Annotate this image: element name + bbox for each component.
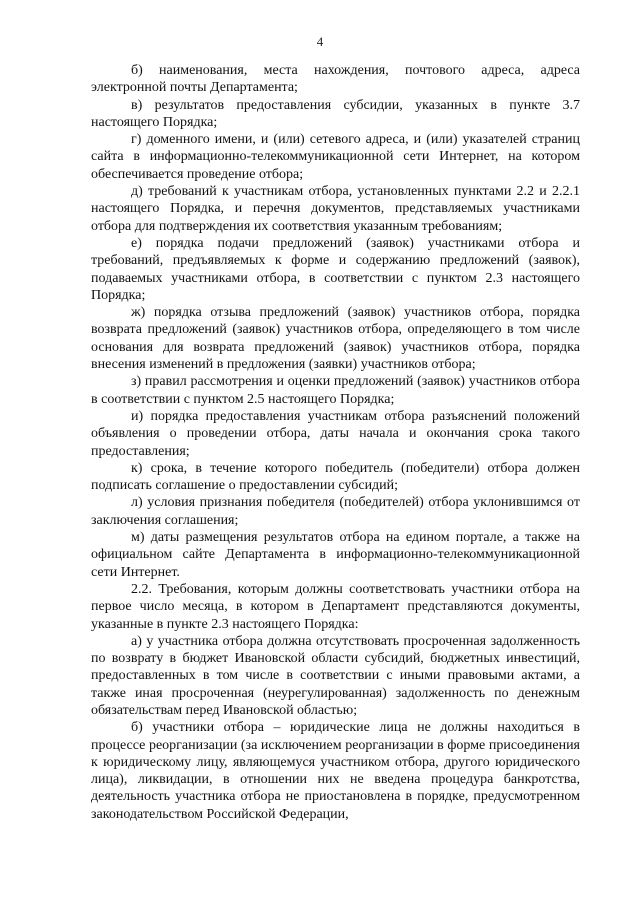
paragraph-a-debt: а) у участника отбора должна отсутствовать просроченная задолженность по возврату в бюджет Ивановской области субсидий, бюджетных инвестиций, предоставленных в том числе в соответствии с иными правовыми актами, а также иная просроченная (неурегулированная) задолженность по денежным обязательствам перед Ивановской областью;: [91, 633, 580, 718]
paragraph-e-submission: е) порядка подачи предложений (заявок) участниками отбора и требований, предъявляемых к форме и содержанию предложений (заявок), подаваемых участниками отбора, в соответствии с пунктом 2.3 настоящего Порядка;: [91, 235, 580, 303]
paragraph-d-requirements: д) требований к участникам отбора, установленных пунктами 2.2 и 2.2.1 настоящего Порядка, и перечня документов, представляемых участниками отбора для подтверждения их соответствия указанным требованиям;: [91, 184, 580, 234]
page-body: [91, 62, 580, 823]
paragraph-b-reorganization: б) участники отбора – юридические лица не должны находиться в процессе реорганизации (за исключением реорганизации в форме присоединения к юридическому лицу, являющемуся участником отбора, другого юридического лица), ликвидации, в отношении них не введена процедура банкротства, деятельность участника отбора не приостановлена в порядке, предусмотренном законодательством Российской Федерации,: [91, 720, 580, 822]
paragraph-2-2-requirements: 2.2. Требования, которым должны соответствовать участники отбора на первое число месяца, в котором в Департамент представляются документы, указанные в пункте 2.3 настоящего Порядка:: [91, 581, 580, 632]
paragraph-k-deadline: к) срока, в течение которого победитель (победители) отбора должен подписать соглашение о предоставлении субсидий;: [91, 460, 580, 494]
paragraph-l-evasion: л) условия признания победителя (победителей) отбора уклонившимся от заключения соглашения;: [91, 495, 580, 528]
paragraph-zh-withdrawal: ж) порядка отзыва предложений (заявок) участников отбора, порядка возврата предложений (заявок) участников отбора, определяющего в том числе основания для возврата предложений (заявок) участников отбора, порядка внесения изменений в предложения (заявки) участников отбора;: [91, 305, 580, 373]
page-number: 4: [316, 34, 324, 49]
paragraph-v-results: в) результатов предоставления субсидии, указанных в пункте 3.7 настоящего Порядка;: [91, 97, 580, 130]
paragraph-z-evaluation: з) правил рассмотрения и оценки предложений (заявок) участников отбора в соответствии с пунктом 2.5 настоящего Порядка;: [91, 374, 580, 407]
paragraph-b-notice: б) наименования, места нахождения, почтового адреса, адреса электронной почты Департамента;: [91, 63, 580, 96]
paragraph-g-domain: г) доменного имени, и (или) сетевого адреса, и (или) указателей страниц сайта в информационно-телекоммуникационной сети Интернет, на котором обеспечивается проведение отбора;: [91, 132, 580, 182]
paragraph-m-publication: м) даты размещения результатов отбора на едином портале, а также на официальном сайте Департамента в информационно-телекоммуникационной сети Интернет.: [91, 530, 580, 580]
paragraph-i-clarifications: и) порядка предоставления участникам отбора разъяснений положений объявления о проведении отбора, даты начала и окончания срока такого предоставления;: [91, 408, 580, 459]
